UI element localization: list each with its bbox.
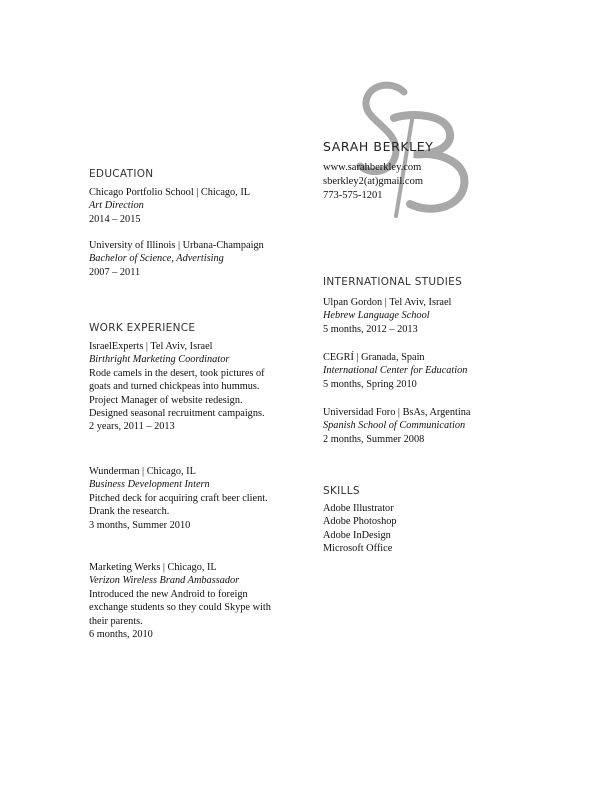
skill-item: Adobe Photoshop: [323, 516, 397, 528]
work-experience-heading: WORK EXPERIENCE: [89, 322, 196, 334]
work-entry: [89, 465, 268, 532]
entry-role: Art Direction: [89, 200, 144, 212]
candidate-name: SARAH BERKLEY: [323, 139, 434, 154]
international-entry: [323, 406, 470, 446]
entry-role: Business Development Intern: [89, 479, 210, 491]
website-link[interactable]: www.sarahberkley.com: [323, 162, 422, 173]
entry-desc-line: Drank the research.: [89, 506, 170, 518]
skill-item: Adobe InDesign: [323, 529, 391, 541]
international-entry: [323, 296, 451, 336]
entry-role: International Center for Education: [323, 365, 468, 377]
sb-monogram-logo: [352, 78, 474, 236]
skill-item: Adobe Illustrator: [323, 503, 394, 514]
entry-org: University of Illinois | Urbana-Champaign: [89, 240, 264, 251]
entry-desc-line: Project Manager of website redesign.: [89, 394, 243, 406]
skills-list: [323, 502, 397, 556]
entry-dates: 2 months, Summer 2008: [323, 433, 425, 445]
international-entry: [323, 351, 467, 391]
entry-dates: 6 months, 2010: [89, 629, 153, 641]
international-studies-heading: INTERNATIONAL STUDIES: [323, 276, 463, 288]
entry-dates: 2014 – 2015: [89, 213, 141, 225]
entry-role: Hebrew Language School: [323, 310, 430, 322]
entry-desc-line: Introduced the new Android to foreign: [89, 588, 248, 600]
entry-desc-line: their parents.: [89, 615, 143, 627]
entry-role: Birthright Marketing Coordinator: [89, 354, 230, 366]
entry-desc-line: Pitched deck for acquiring craft beer client.: [89, 492, 268, 504]
entry-dates: 3 months, Summer 2010: [89, 519, 191, 531]
entry-dates: 2 years, 2011 – 2013: [89, 421, 175, 433]
education-entry: [89, 239, 264, 279]
entry-org: Ulpan Gordon | Tel Aviv, Israel: [323, 297, 452, 308]
entry-dates: 2007 – 2011: [89, 266, 141, 278]
entry-role: Bachelor of Science, Advertising: [89, 253, 224, 265]
entry-org: Chicago Portfolio School | Chicago, IL: [89, 187, 251, 198]
skills-heading: SKILLS: [323, 485, 360, 497]
education-heading: EDUCATION: [89, 168, 154, 180]
email-address[interactable]: sberkley2(at)gmail.com: [323, 176, 424, 187]
work-entry: [89, 340, 265, 434]
work-entry: [89, 561, 271, 641]
entry-org: CEGRÍ | Granada, Spain: [323, 352, 425, 363]
entry-role: Spanish School of Communication: [323, 420, 466, 432]
skill-item: Microsoft Office: [323, 543, 393, 555]
phone-number: 773-575-1201: [323, 190, 383, 201]
entry-org: Marketing Werks | Chicago, IL: [89, 562, 217, 573]
entry-desc-line: exchange students so they could Skype with: [89, 602, 271, 614]
entry-desc-line: goats and turned chickpeas into hummus.: [89, 381, 260, 393]
education-entry: [89, 186, 250, 226]
entry-desc-line: Designed seasonal recruitment campaigns.: [89, 408, 265, 420]
contact-info: [323, 161, 423, 203]
entry-dates: 5 months, Spring 2010: [323, 378, 417, 390]
entry-role: Verizon Wireless Brand Ambassador: [89, 575, 240, 587]
entry-dates: 5 months, 2012 – 2013: [323, 323, 418, 335]
entry-org: Universidad Foro | BsAs, Argentina: [323, 407, 471, 418]
entry-desc-line: Rode camels in the desert, took pictures of: [89, 367, 265, 379]
entry-org: IsraelExperts | Tel Aviv, Israel: [89, 341, 213, 352]
entry-org: Wunderman | Chicago, IL: [89, 466, 196, 477]
